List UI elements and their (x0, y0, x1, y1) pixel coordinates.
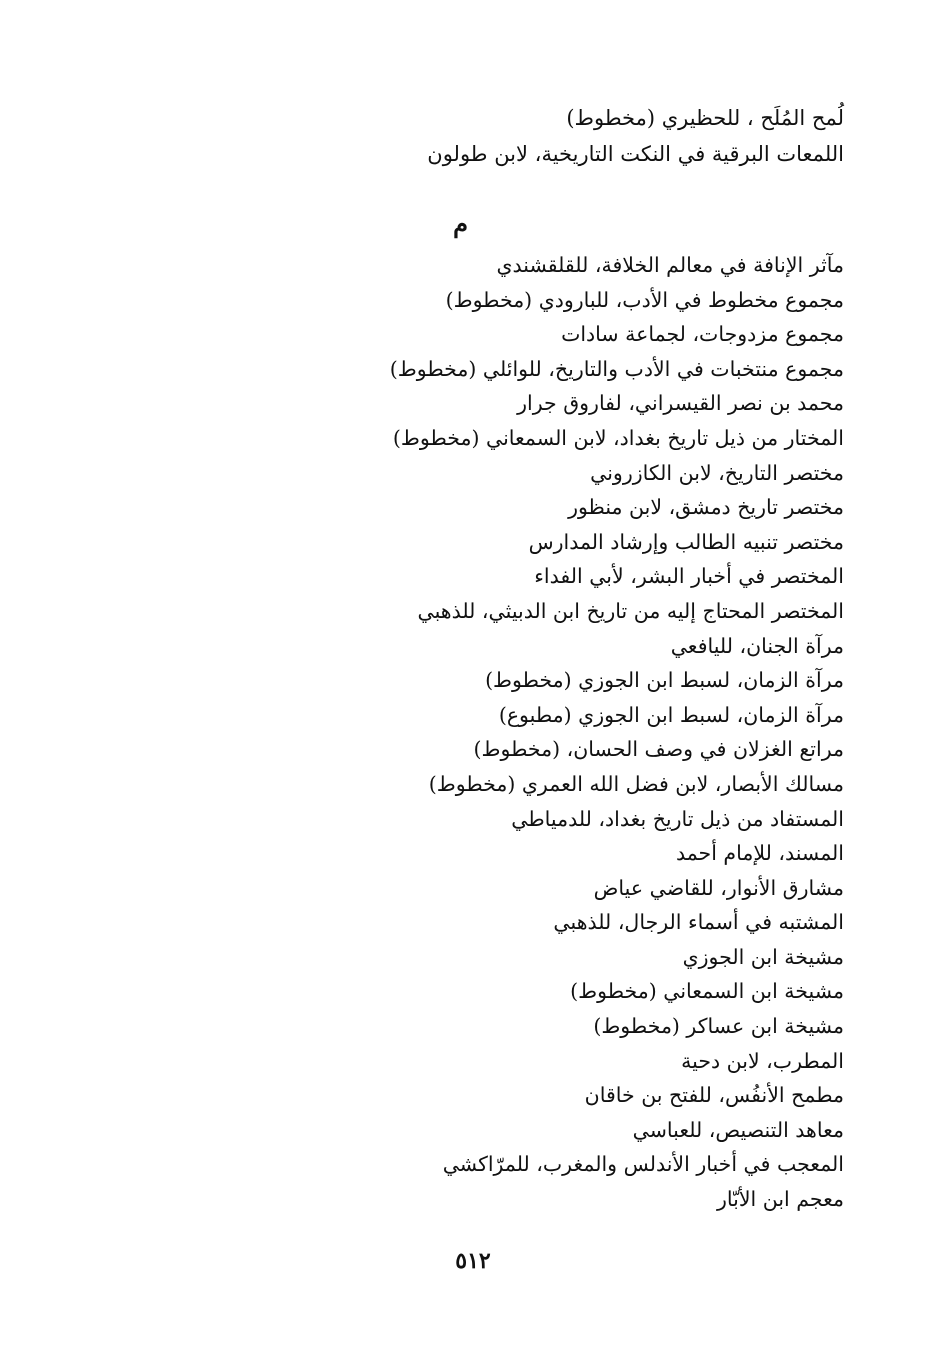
entry-line: المشتبه في أسماء الرجال، للذهبي (553, 910, 844, 935)
entry-line: مشيخة ابن السمعاني (مخطوط) (570, 979, 844, 1004)
entry-line: اللمعات البرقية في النكت التاريخية، لابن طولون (427, 142, 844, 166)
entry-line: مرآة الزمان، لسبط ابن الجوزي (مطبوع) (498, 702, 844, 727)
entry-line: مشيخة ابن الجوزي (682, 944, 844, 969)
entry-line: معاهد التنصيص، للعباسي (632, 1117, 844, 1142)
entry-line: المستفاد من ذيل تاريخ بغداد، للدمياطي (511, 806, 844, 831)
page-number: ٥١٢ (455, 1248, 491, 1274)
entry-line: مشارق الأنوار، للقاضي عياض (593, 875, 844, 900)
entry-line: المختار من ذيل تاريخ بغداد، لابن السمعاني (مخطوط) (392, 425, 844, 450)
entry-line: مشيخة ابن عساكر (مخطوط) (593, 1014, 844, 1039)
entry-line: معجم ابن الأبّار (716, 1187, 844, 1212)
entry-line: مختصر التاريخ، لابن الكازروني (590, 460, 844, 485)
entry-line: مجموع مخطوط في الأدب، للبارودي (مخطوط) (445, 287, 844, 312)
entries-list (390, 248, 844, 1217)
section-heading-letter: م (453, 209, 468, 238)
entry-line: مراتع الغزلان في وصف الحسان، (مخطوط) (473, 737, 844, 762)
entry-line: مجموع منتخبات في الأدب والتاريخ، للوائلي (مخطوط) (389, 356, 844, 381)
entry-line: المطرب، لابن دحية (681, 1048, 844, 1073)
entry-line: مآثر الإنافة في معالم الخلافة، للقلقشندي (496, 253, 844, 277)
entry-line: مرآة الجنان، لليافعي (670, 633, 844, 658)
entry-line: المختصر في أخبار البشر، لأبي الفداء (534, 564, 844, 589)
top-entries (427, 100, 844, 172)
entry-line: مختصر تاريخ دمشق، لابن منظور (568, 495, 844, 520)
entry-line: المسند، للإمام أحمد (675, 841, 844, 866)
entry-line: مجموع مزدوجات، لجماعة سادات (561, 322, 844, 347)
entry-line: مرآة الزمان، لسبط ابن الجوزي (مخطوط) (485, 668, 844, 693)
entry-line: مطمح الأنفُس، للفتح بن خاقان (584, 1083, 844, 1108)
entry-line: محمد بن نصر القيسراني، لفاروق جرار (517, 391, 844, 416)
entry-line: المختصر المحتاج إليه من تاريخ ابن الدبيثي، للذهبي (417, 598, 844, 623)
entry-line: مسالك الأبصار، لابن فضل الله العمري (مخطوط) (428, 771, 844, 796)
entry-line: لُمح المُلَح ، للحظيري (مخطوط) (566, 106, 844, 130)
entry-line: مختصر تنبيه الطالب وإرشاد المدارس (528, 529, 844, 554)
entry-line: المعجب في أخبار الأندلس والمغرب، للمرّاكشي (442, 1152, 844, 1177)
